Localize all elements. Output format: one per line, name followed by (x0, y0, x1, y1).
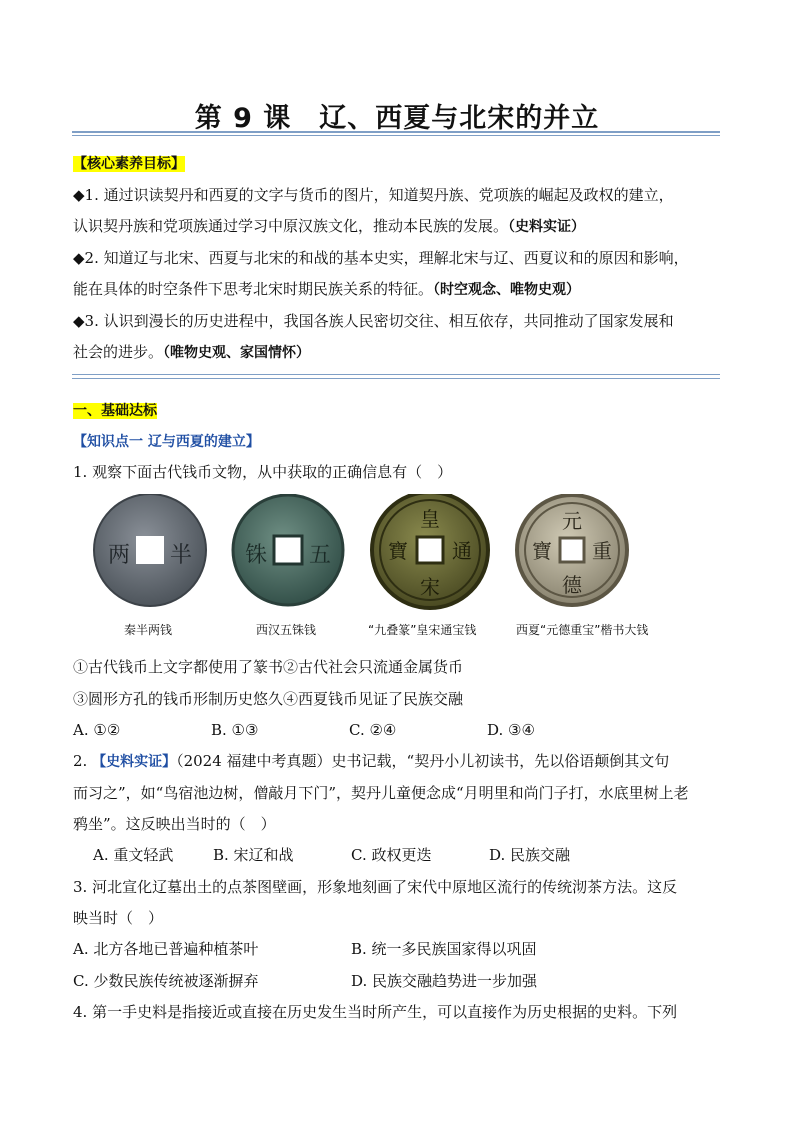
q3-option-b[interactable]: B. 统一多民族国家得以巩固 (351, 940, 537, 958)
objective-1-line-1: ◆1. 通过识读契丹和西夏的文字与货币的图片，知道契丹族、党项族的崛起及政权的建立， (73, 186, 674, 204)
q3-line-1: 3. 河北宣化辽墓出土的点茶图壁画，形象地刻画了宋代中原地区流行的传统沏茶方法。这反 (73, 878, 678, 896)
objective-2-line-1: ◆2. 知道辽与北宋、西夏与北宋的和战的基本史实，理解北宋与辽、西夏议和的原因和影响， (73, 249, 689, 267)
q2-option-b[interactable]: B. 宋辽和战 (213, 846, 294, 864)
coin-huangsong-tongbao (372, 494, 488, 608)
q1-stem: 1. 观察下面古代钱币文物，从中获取的正确信息有（ ） (73, 463, 453, 481)
objective-3-tag: （唯物史观、家国情怀） (163, 345, 311, 361)
objective-1-line-2: 认识契丹族和党项族通过学习中原汉族文化，推动本民族的发展。（史料实证） (73, 217, 586, 235)
q1-option-d[interactable]: D. ③④ (487, 721, 535, 739)
title-rule-thin (72, 135, 720, 136)
section-rule-2 (72, 378, 720, 379)
coin-xihan-wuzhu (233, 495, 343, 605)
coin-char: 半 (169, 543, 193, 568)
q3-line-2: 映当时（ ） (73, 909, 164, 927)
lesson-title: 第 9 课 辽、西夏与北宋的并立 (194, 103, 600, 134)
q2-option-c[interactable]: C. 政权更迭 (351, 846, 432, 864)
q3-option-c[interactable]: C. 少数民族传统被逐渐摒弃 (73, 972, 259, 990)
q1-option-c[interactable]: C. ②④ (349, 721, 397, 739)
coin-char: 重 (592, 539, 612, 563)
q3-option-a[interactable]: A. 北方各地已普遍种植茶叶 (73, 940, 259, 958)
objective-2-line-2: 能在具体的时空条件下思考北宋时期民族关系的特征。（时空观念、唯物史观） (73, 280, 581, 298)
coin-char: 寶 (388, 539, 408, 563)
q2-stem: 2. 【史料实证】（2024 福建中考真题）史书记载，“契丹小儿初读书，先以俗语颠倒其文句 (73, 752, 670, 770)
q3-options-row-1 (73, 939, 537, 959)
coin-char: 五 (308, 543, 332, 568)
coin-char: 皇 (420, 507, 440, 531)
q1-option-b[interactable]: B. ①③ (211, 721, 259, 739)
objective-1-tag: （史料实证） (508, 219, 586, 235)
coin-char: 德 (562, 573, 582, 597)
coin-char: 铢 (244, 543, 268, 568)
objectives-heading: 【核心素养目标】 (73, 156, 185, 172)
q3-option-d[interactable]: D. 民族交融趋势进一步加强 (351, 972, 538, 990)
q2-option-d[interactable]: D. 民族交融 (489, 846, 571, 864)
q2-tag: 【史料实证】 (92, 754, 177, 770)
objective-2-tag: （时空观念、唯物史观） (433, 282, 581, 298)
objective-3-line-1: ◆3. 认识到漫长的历史进程中，我国各族人民密切交往、相互依存，共同推动了国家发展和 (73, 312, 674, 330)
coin-char: 两 (107, 543, 131, 568)
q1-options (73, 720, 535, 740)
q2-line-2: 而习之”，如“鸟宿池边树，僧敲月下门”，契丹儿童便念成“月明里和尚门子打，水底里树上老 (73, 784, 689, 802)
q1-statement-1: ①古代钱币上文字都使用了篆书②古代社会只流通金属货币 (73, 658, 464, 676)
coin-label: 秦半两钱 (124, 623, 173, 637)
coin-label: 西夏“元德重宝”楷书大钱 (516, 623, 649, 637)
q1-statement-2: ③圆形方孔的钱币形制历史悠久④西夏钱币见证了民族交融 (73, 690, 464, 708)
q1-option-a[interactable]: A. ①② (73, 721, 121, 739)
coin-label: “九叠篆”皇宋通宝钱 (368, 623, 477, 637)
q2-option-a[interactable]: A. 重文轻武 (93, 846, 174, 864)
knowledge-point-heading: 【知识点一 辽与西夏的建立】 (73, 434, 260, 450)
coin-char: 元 (562, 509, 582, 533)
coin-qin-banliang (94, 494, 206, 606)
q2-line-3: 鸦坐”。这反映出当时的（ ） (73, 815, 276, 833)
section-heading: 一、基础达标 (73, 403, 157, 419)
section-rule-1 (72, 374, 720, 375)
q4-line-1: 4. 第一手史料是指接近或直接在历史发生当时所产生，可以直接作为历史根据的史料。下列 (73, 1003, 678, 1021)
title-rule (72, 131, 720, 133)
coin-char: 通 (452, 539, 472, 563)
coin-char: 寶 (532, 539, 552, 563)
q2-options (93, 845, 570, 865)
coin-label: 西汉五铢钱 (256, 623, 317, 637)
objective-3-line-2: 社会的进步。（唯物史观、家国情怀） (73, 343, 311, 361)
coin-xixia-yuande (517, 495, 627, 605)
q3-options-row-2 (73, 971, 537, 991)
coin-char: 宋 (420, 575, 440, 599)
